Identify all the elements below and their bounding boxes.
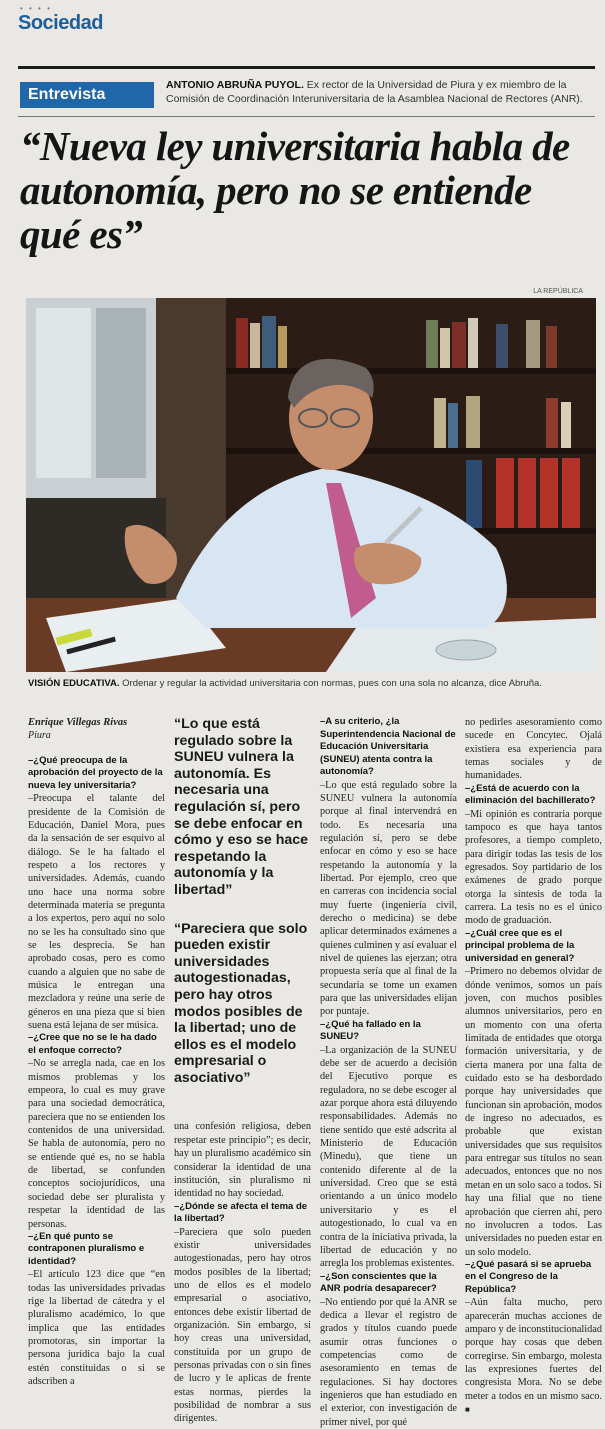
top-rule [18, 66, 595, 69]
column-2 [174, 716, 311, 1426]
answer: una confesión religiosa, deben respetar este principio”; es decir, hay un pluralismo académico sin considerar la identidad de una institución, sin pluralismo ni identidad no hay sociedad. [174, 1121, 311, 1200]
column-3 [320, 716, 457, 1429]
caption-text: Ordenar y regular la actividad universitaria con normas, pues con una sola no alcanza, dice Abruña. [122, 678, 542, 689]
answer: –El artículo 123 dice que “en todas las universidades privadas rige la libertad de cátedra y el pluralismo académico, lo que implica que las entidades promotoras, sin importar la persona jurídica bajo la cual estén constituidas o si se adscriben a [28, 1269, 165, 1388]
answer: –Pareciera que solo pueden existir universidades autogestionadas, pero hay otros modos posibles de la libertad; uno de ellos es el modelo empresarial o asociativo, entonces debe existir libertad de organización. Sin embargo, si hoy creas una universidad, constituida por un grupo de personas privadas con o sin fines de lucro y le aplicas de frente estas normas, pierdes la posibilidad de nombrar a sus dirigentes. [174, 1226, 311, 1425]
dateline: Piura [28, 730, 51, 742]
pull-quote-1: “Lo que está regulado sobre la SUNEU vulnera la autonomía. Es necesaria una regulación sí, pero se debe enfocar en cómo y eso se hace respetando la autonomía y la libertad” [174, 716, 309, 898]
answer: –Mi opinión es contraria porque tampoco es que haya tantos profesores, a tiempo completo, para dirigir todas las tesis de los egresados. Soy partidario de los exámenes de grado porque otorga la síntesis de toda la carrera. La tesis no es el único modo de graduación. [465, 808, 602, 927]
answer: no pedirles asesoramiento como sucede en Concytec. Ojalá existiera esa experiencia para temas sociales y de humanidades. [465, 717, 602, 782]
question: –¿Dónde se afecta el tema de la libertad? [174, 1200, 308, 1225]
question: –¿Son conscientes que la ANR podría desaparecer? [320, 1270, 437, 1295]
question: –¿Está de acuerdo con la eliminación del bachillerato? [465, 782, 596, 807]
answer: –No se arregla nada, cae en los mismos problemas y los empeora, lo cual es muy grave para una sociedad democrática, pareciera que no se entienden los contenidos de una universidad. Se habla de autonomía, pero no se entiende qué es, no se habla de libertad, se confunden conceptos sociojurídicos, una sociedad debe ser pluralista y respetar la identidad de las personas. [28, 1058, 165, 1230]
byline [166, 78, 586, 106]
question: –¿Cree que no se le ha dado el enfoque correcto? [28, 1032, 157, 1056]
question: –A su criterio, ¿la Superintendencia Nacional de Educación Universitaria (SUNEU) atenta contra la autonomía? [320, 716, 456, 777]
answer: –La organización de la SUNEU debe ser de acuerdo a decisión del Ejecutivo porque es reguladora, no se debe escoger al azar porque ahora está diluyendo responsabilidades. Además no tiene sentido que esté adscrita al Ministerio de Educación (Minedu), que tiene un contenido diferente al de la universidad. Creo que se está orientando a un único modelo universitario y es el autogestionado, lo cual va en contra de la iniciativa privada, la libertad de educación y no arregla los problemas existentes. [320, 1044, 457, 1270]
answer [465, 1296, 602, 1416]
column-4 [465, 716, 602, 1416]
interviewee-name: ANTONIO ABRUÑA PUYOL. [166, 79, 304, 91]
pull-quote-2: “Pareciera que solo pueden existir universidades autogestionadas, pero hay otros modos posibles de la libertad; uno de ellos es el modelo empresarial o asociativo” [174, 920, 308, 1086]
interview-badge: Entrevista [20, 82, 154, 108]
end-mark: ■ [465, 1405, 470, 1415]
question: –¿Cuál cree que es el principal problema de la universidad en general? [465, 927, 575, 964]
headline: “Nueva ley universitaria habla de autonomía, pero no se entiende qué es” [20, 123, 570, 257]
answer: –Lo que está regulado sobre la SUNEU vulnera la autonomía porque al final intervendrá en todo. Es necesaria una regulación sí, pero se debe enfocar en cómo y eso se hace respetando la autonomía y la libertad. Por ejemplo, creo que en carreras con incidencia social muy fuerte (ingeniería civil, derecho o medicina) se debe aplicar determinados exámenes a quienes culminen y así evaluar el nivel de quienes las ejerzan; otra propuesta sería que al final de la secundaria se tome un examen para que las universidades elijan por puntaje. [320, 779, 457, 1018]
answer: –Preocupa el talante del presidente de la Comisión de Educación, Daniel Mora, pues da la sensación de ser esquivo al diálogo. Se le ha faltado el respeto a los rectores y universidades. Además, cuando uno hace una norma sobre determinada materia se pregunta a los expertos, pero aquí no solo no se les ha consultado sino que se les desprecia. Se han aprobado cosas, pero es como cuando a alguien que no sabe de música le entregan una mezcladora y reúne una serie de géneros en una pieza que si bien suena está lejana de ser música. [28, 793, 165, 1032]
question: –¿Qué pasará si se aprueba en el Congreso de la República? [465, 1258, 592, 1295]
photo-illustration [26, 298, 596, 672]
interview-photo [26, 298, 596, 672]
photo-caption [28, 678, 598, 689]
photo-credit: LA REPÚBLICA [533, 288, 583, 295]
author: Enrique Villegas Rivas [28, 717, 128, 728]
answer: –Primero no debemos olvidar de dónde venimos, somos un país joven, con muchos posibles alumnos universitarios, pero en un momento con una oferta limitada de entidades que otorga formación universitaria, y de cierta manera por una falta de cuidado esto se ha desbordado porque hay universidades que funcionan sin aprobación, modos de ingreso no adecuados, es probable que existan universidades que sus requisitos para entregar sus títulos no sean adecuados, entonces que no nos metan en un solo saco a todos. Si hay una filial que no tiene aprobación que cierren ahí, pero no involucren a todos. Las universidades no pueden estar en un solo modelo. [465, 966, 602, 1258]
question: –¿Qué preocupa de la aprobación del proyecto de la nueva ley universitaria? [28, 754, 163, 791]
column-1 [28, 716, 165, 1388]
interviewee-description: Ex rector de la Universidad de Piura y ex miembro de la Comisión de Coordinación Interuniversitaria de la Asamblea Nacional de Rectores (ANR). [166, 79, 583, 105]
section-label: Sociedad [18, 12, 103, 34]
question: –¿En qué punto se contraponen pluralismo e identidad? [28, 1230, 145, 1267]
section-dots: • • • • [20, 4, 52, 13]
answer-text: –Aún falta mucho, pero aparecerán muchas acciones de amparo y de inconstitucionalidad porque hay cosas que deben corregirse. Sin embargo, molesta las expresiones fuertes del congresista Mora. No se debe meter a todos en un mismo saco. [465, 1297, 602, 1402]
caption-lead: VISIÓN EDUCATIVA. [28, 678, 120, 689]
answer: –No entiendo por qué la ANR se dedica a llevar el registro de grados y títulos cuando puede asumir otras funciones o competencias como de asesoramiento en temas de regulaciones. Si hay doctores ingenieros que han estudiado en el exterior, con investigación de primer nivel, por qué [320, 1296, 457, 1428]
divider [18, 116, 595, 117]
question: –¿Qué ha fallado en la SUNEU? [320, 1018, 421, 1043]
